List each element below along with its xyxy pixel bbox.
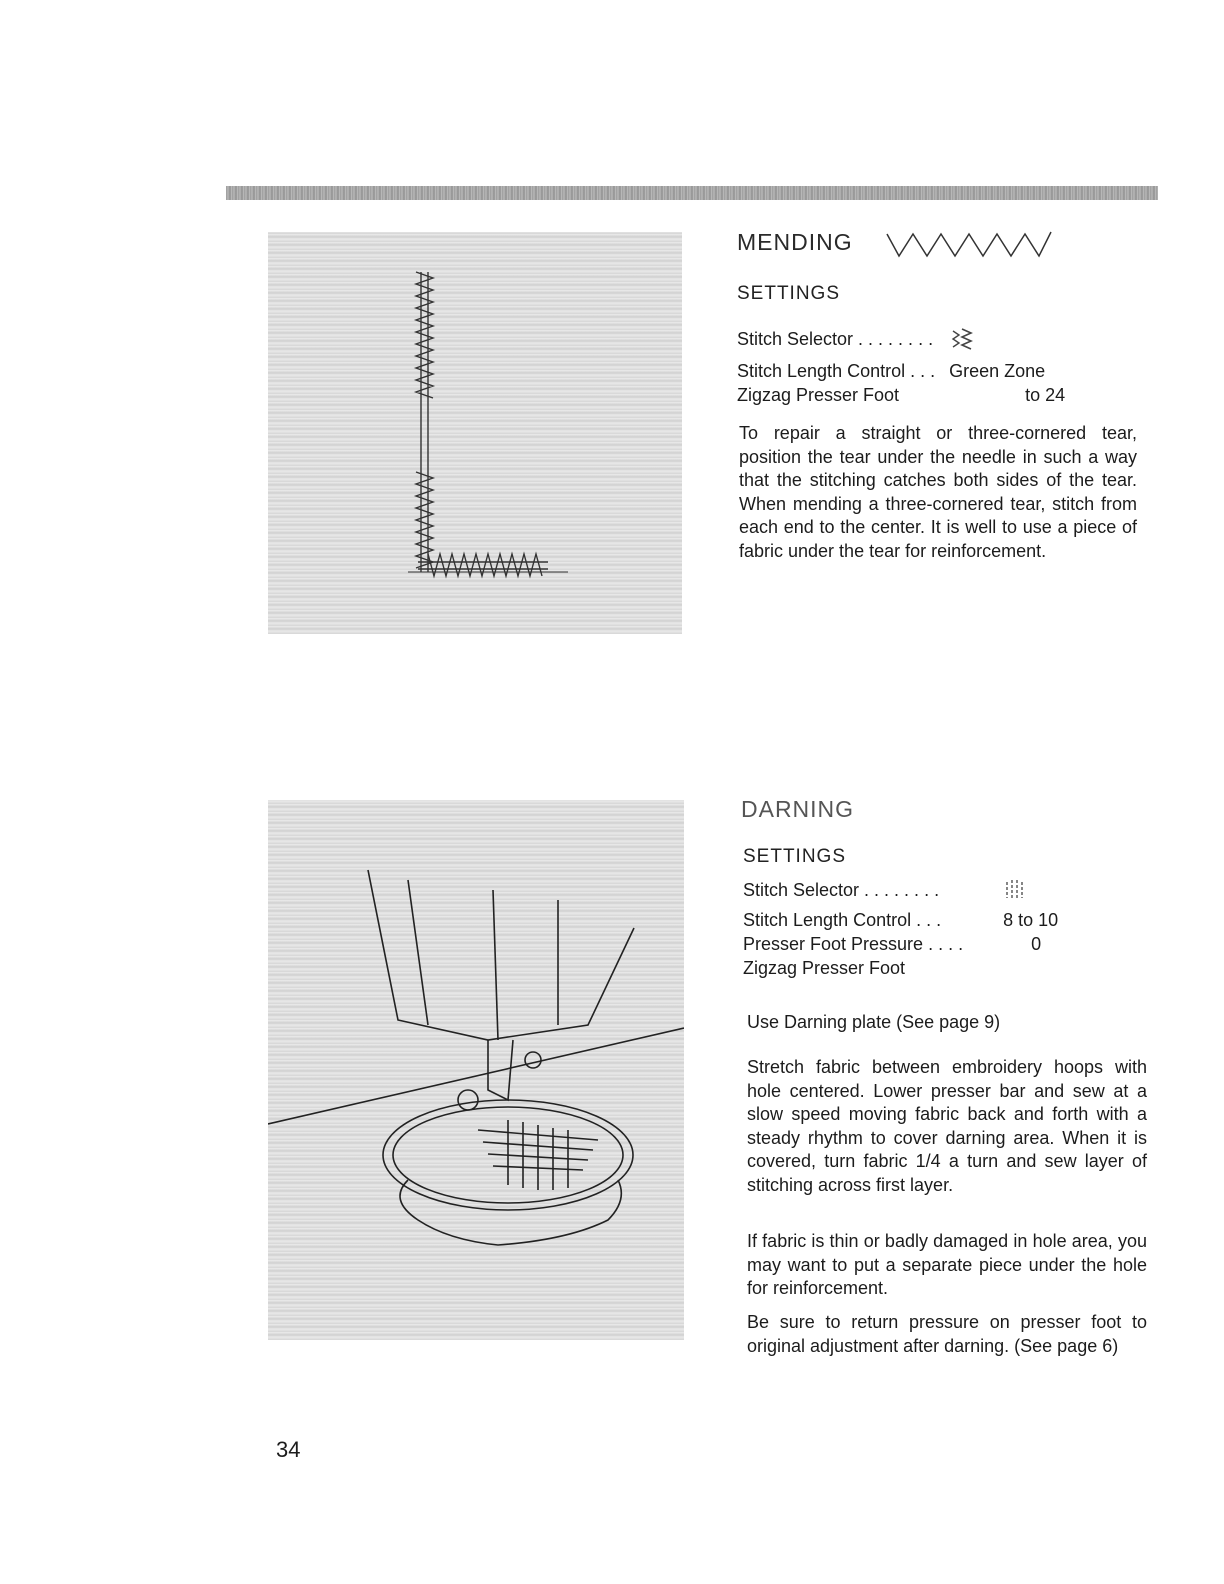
- darning-settings-heading: SETTINGS: [743, 846, 847, 867]
- darning-settings-table: [743, 878, 1058, 980]
- setting-value: to 24: [1025, 385, 1066, 405]
- mending-settings-heading: SETTINGS: [737, 283, 841, 304]
- darning-thin-fabric-note: If fabric is thin or badly damaged in hole area, you may want to put a separate piece under the hole for reinforcement.: [747, 1231, 1147, 1298]
- setting-label: Zigzag Presser Foot: [743, 958, 906, 978]
- darning-illustration: [268, 800, 684, 1340]
- mending-setting-row: [737, 383, 1065, 407]
- darning-machine-drawing: [268, 800, 684, 1340]
- setting-value: 0: [1031, 934, 1042, 954]
- zigzag-wave-icon: [885, 228, 1055, 267]
- darning-title: DARNING: [741, 796, 855, 822]
- setting-label: Stitch Length Control . . .: [737, 361, 936, 381]
- setting-value: Green Zone: [949, 361, 1046, 381]
- mending-illustration: [268, 232, 682, 634]
- mending-instructions: To repair a straight or three-cornered tear, position the tear under the needle in such a way that the stitching catches both sides of the tear. When mending a three-cornered tear, stitch from each end to the center. It is well to use a piece of fabric under the tear for reinforcement.: [739, 423, 1137, 561]
- darning-setting-row: [743, 878, 1058, 908]
- multi-zigzag-stitch-icon: [949, 327, 975, 359]
- darning-pressure-reminder: Be sure to return pressure on presser foot to original adjustment after darning. (See page 6): [747, 1312, 1147, 1356]
- setting-label: Presser Foot Pressure . . . .: [743, 934, 964, 954]
- setting-label: Stitch Length Control . . .: [743, 910, 942, 930]
- mending-setting-row: [737, 359, 1065, 383]
- page-number: 34: [276, 1437, 301, 1462]
- darning-plate-note: Use Darning plate (See page 9): [747, 1012, 1001, 1032]
- setting-value: [963, 956, 1058, 980]
- setting-label: Stitch Selector . . . . . . . .: [737, 329, 934, 349]
- header-rule: [226, 186, 1158, 200]
- darning-setting-row: [743, 932, 1058, 956]
- darning-setting-row: [743, 956, 1058, 980]
- setting-label: Stitch Selector . . . . . . . .: [743, 880, 940, 900]
- mending-settings-table: [737, 327, 1065, 407]
- darning-instructions: Stretch fabric between embroidery hoops with hole centered. Lower presser bar and sew at a slow speed moving fabric back and forth with a steady rhythm to cover darning area. When it is covered, turn fabric 1/4 a turn and sew layer of stitching across first layer.: [747, 1057, 1147, 1195]
- setting-label: Zigzag Presser Foot: [737, 385, 900, 405]
- straight-stitch-icon: [1003, 878, 1025, 908]
- mending-setting-row: [737, 327, 1065, 359]
- darning-setting-row: [743, 908, 1058, 932]
- mending-stitch-drawing: [268, 232, 682, 634]
- setting-value: [935, 327, 1065, 359]
- setting-value: [963, 878, 1058, 908]
- mending-title: MENDING: [737, 229, 853, 255]
- setting-value: 8 to 10: [1003, 910, 1059, 930]
